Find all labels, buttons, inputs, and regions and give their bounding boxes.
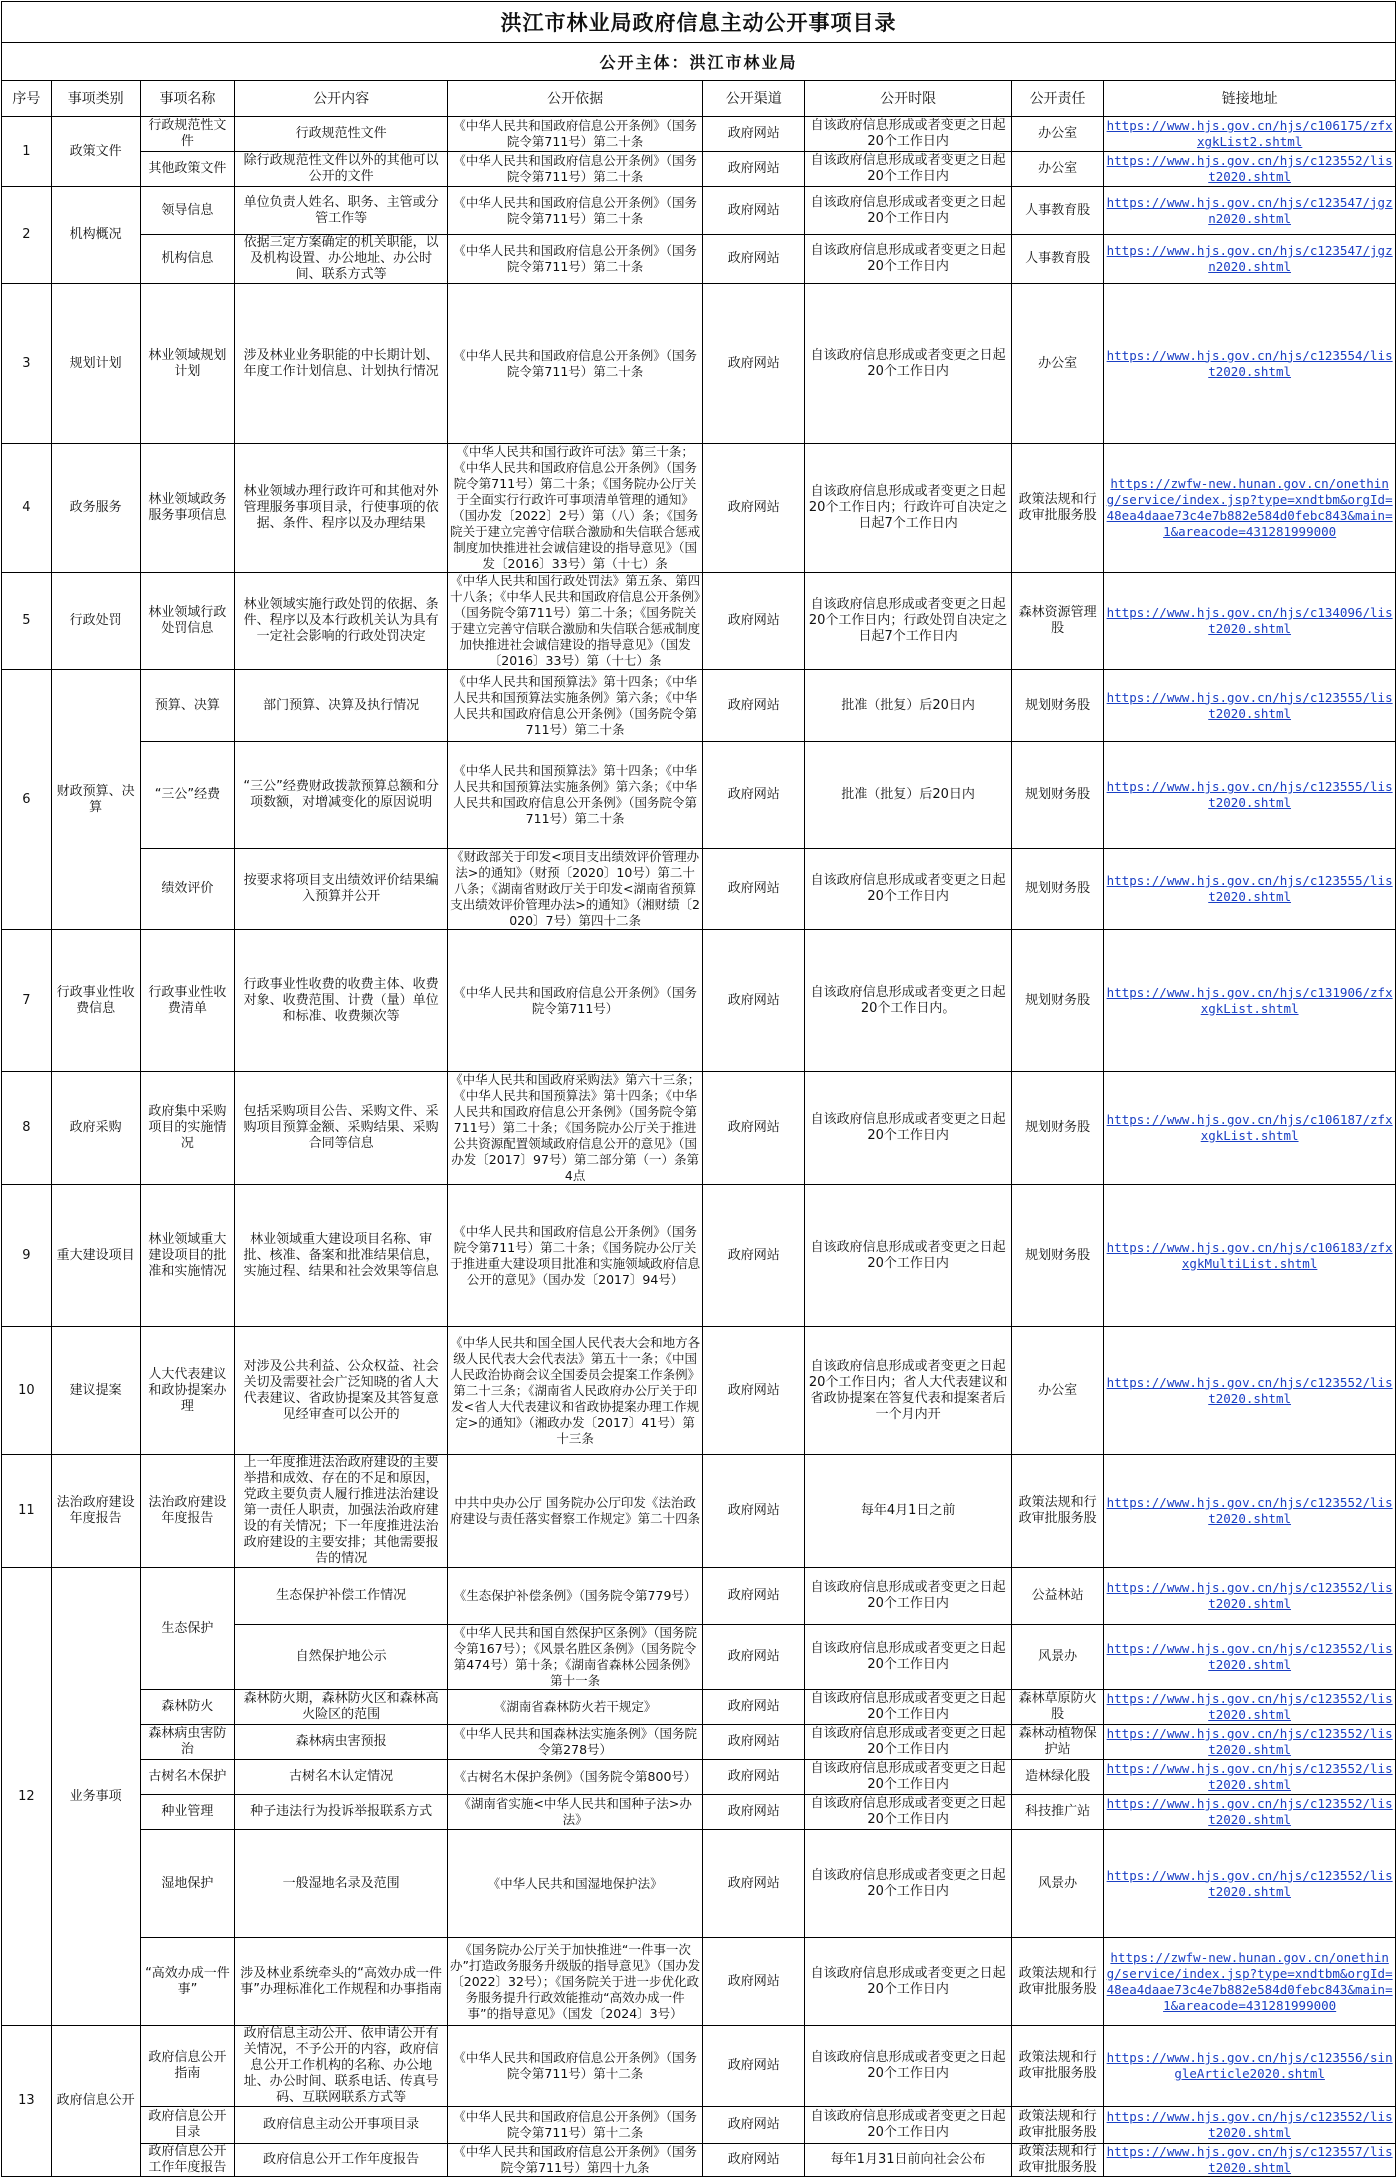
row-number: 5 — [2, 573, 52, 670]
table-body — [2, 117, 1396, 2177]
responsible-unit: 政策法规和行政审批服务股 — [1011, 1938, 1103, 2026]
disclosure-content: 森林病虫害预报 — [235, 1725, 448, 1760]
disclosure-channel: 政府网站 — [703, 2107, 805, 2144]
item-name: 林业领域规划计划 — [140, 284, 235, 444]
row-number: 4 — [2, 444, 52, 573]
item-name: 政府集中采购项目的实施情况 — [140, 1072, 235, 1185]
table-row — [2, 1760, 1396, 1795]
item-category: 政务服务 — [51, 444, 140, 573]
document-title: 洪江市林业局政府信息主动公开事项目录 — [1, 1, 1396, 42]
disclosure-channel: 政府网站 — [703, 1938, 805, 2026]
disclosure-channel: 政府网站 — [703, 152, 805, 187]
disclosure-content: 林业领域实施行政处罚的依据、条件、程序以及本行政机关认为具有一定社会影响的行政处罚决定 — [235, 573, 448, 670]
row-number: 2 — [2, 187, 52, 284]
disclosure-content: 部门预算、决算及执行情况 — [235, 670, 448, 742]
table-row — [2, 930, 1396, 1072]
responsible-unit: 人事教育股 — [1011, 187, 1103, 235]
table-row — [2, 670, 1396, 742]
item-name: 领导信息 — [140, 187, 235, 235]
column-header: 事项类别 — [51, 81, 140, 117]
disclosure-channel: 政府网站 — [703, 1795, 805, 1830]
disclosure-basis: 《国务院办公厅关于加快推进“一件事一次办”打造政务服务升级版的指导意见》（国办发〔2022〕32号）；《国务院关于进一步优化政务服务提升行政效能推动“高效办成一件事”的指导意见》（国发〔2024〕3号） — [448, 1938, 703, 2026]
disclosure-channel: 政府网站 — [703, 1072, 805, 1185]
table-row — [2, 1568, 1396, 1625]
column-header: 公开内容 — [235, 81, 448, 117]
disclosure-basis: 《中华人民共和国行政许可法》第三十条；《中华人民共和国政府信息公开条例》（国务院令第711号）第二十条；《国务院办公厅关于全面实行行政许可事项清单管理的通知》（国办发〔2022〕2号）第（八）条；《国务院关于建立完善守信联合激励和失信联合惩戒制度加快推进社会诚信建设的指导意见》（国发〔2016〕33号）第（十七）条 — [448, 444, 703, 573]
disclosure-basis: 《财政部关于印发<项目支出绩效评价管理办法>的通知》（财预〔2020〕10号）第二十八条；《湖南省财政厅关于印发<湖南省预算支出绩效评价管理办法>的通知》（湘财绩〔2020〕7号）第四十二条 — [448, 849, 703, 930]
item-name: 行政事业性收费清单 — [140, 930, 235, 1072]
table-header-row — [2, 81, 1396, 117]
disclosure-content: 一般湿地名录及范围 — [235, 1830, 448, 1938]
item-name: 种业管理 — [140, 1795, 235, 1830]
disclosure-content: 生态保护补偿工作情况 — [235, 1568, 448, 1625]
disclosure-channel: 政府网站 — [703, 1327, 805, 1455]
disclosure-time-limit: 自该政府信息形成或者变更之日起20个工作日内 — [805, 1795, 1012, 1830]
disclosure-channel: 政府网站 — [703, 187, 805, 235]
item-name: 森林防火 — [140, 1690, 235, 1725]
disclosure-time-limit: 批准（批复）后20日内 — [805, 670, 1012, 742]
responsible-unit: 规划财务股 — [1011, 742, 1103, 849]
disclosure-channel: 政府网站 — [703, 1185, 805, 1327]
column-header: 公开渠道 — [703, 81, 805, 117]
item-name: 政府信息公开指南 — [140, 2026, 235, 2107]
disclosure-channel: 政府网站 — [703, 2144, 805, 2177]
table-row — [2, 444, 1396, 573]
item-category: 行政处罚 — [51, 573, 140, 670]
disclosure-time-limit: 自该政府信息形成或者变更之日起20个工作日内；行政许可自决定之日起7个工作日内 — [805, 444, 1012, 573]
disclosure-channel: 政府网站 — [703, 1830, 805, 1938]
item-name: 政府信息公开目录 — [140, 2107, 235, 2144]
item-name: 政府信息公开工作年度报告 — [140, 2144, 235, 2177]
disclosure-time-limit: 自该政府信息形成或者变更之日起20个工作日内 — [805, 1568, 1012, 1625]
link-address[interactable]: https://zwfw-new.hunan.gov.cn/onething/service/index.jsp?type=xndtbm&orgId=48ea4daae73c4e7b882e584d0febc843&main=1&areacode=431281999000 — [1104, 1938, 1396, 2026]
item-name: 绩效评价 — [140, 849, 235, 930]
link-address[interactable]: https://www.hjs.gov.cn/hjs/c106175/zfxxgkList2.shtml — [1104, 117, 1396, 152]
disclosure-time-limit: 自该政府信息形成或者变更之日起20个工作日内 — [805, 235, 1012, 284]
disclosure-time-limit: 自该政府信息形成或者变更之日起20个工作日内 — [805, 1938, 1012, 2026]
disclosure-content: 除行政规范性文件以外的其他可以公开的文件 — [235, 152, 448, 187]
table-row — [2, 1690, 1396, 1725]
item-name: 人大代表建议和政协提案办理 — [140, 1327, 235, 1455]
disclosure-basis: 《中华人民共和国政府采购法》第六十三条；《中华人民共和国预算法》第十四条；《中华人民共和国政府信息公开条例》（国务院令第711号）第二十条；《国务院办公厅关于推进公共资源配置领域政府信息公开的意见》（国办发〔2017〕97号）第二部分第（一）条第4点 — [448, 1072, 703, 1185]
disclosure-basis: 《湖南省实施<中华人民共和国种子法>办法》 — [448, 1795, 703, 1830]
disclosure-channel: 政府网站 — [703, 1455, 805, 1568]
disclosure-content: 依据三定方案确定的机关职能，以及机构设置、办公地址、办公时间、联系方式等 — [235, 235, 448, 284]
table-row — [2, 1185, 1396, 1327]
disclosure-content: 古树名木认定情况 — [235, 1760, 448, 1795]
disclosure-channel: 政府网站 — [703, 1760, 805, 1795]
disclosure-time-limit: 自该政府信息形成或者变更之日起20个工作日内 — [805, 117, 1012, 152]
disclosure-content: 单位负责人姓名、职务、主管或分管工作等 — [235, 187, 448, 235]
row-number: 10 — [2, 1327, 52, 1455]
link-address[interactable]: https://www.hjs.gov.cn/hjs/c123554/list2020.shtml — [1104, 284, 1396, 444]
row-number: 3 — [2, 284, 52, 444]
disclosure-basis: 《中华人民共和国政府信息公开条例》（国务院令第711号）第二十条 — [448, 117, 703, 152]
disclosure-time-limit: 自该政府信息形成或者变更之日起20个工作日内 — [805, 1185, 1012, 1327]
table-row — [2, 187, 1396, 235]
disclosure-content: 包括采购项目公告、采购文件、采购项目预算金额、采购结果、采购合同等信息 — [235, 1072, 448, 1185]
disclosure-content: 上一年度推进法治政府建设的主要举措和成效、存在的不足和原因，党政主要负责人履行推进法治建设第一责任人职责，加强法治政府建设的有关情况；下一年度推进法治政府建设的主要安排；其他需要报告的情况 — [235, 1455, 448, 1568]
responsible-unit: 规划财务股 — [1011, 1072, 1103, 1185]
table-row — [2, 284, 1396, 444]
disclosure-basis: 《中华人民共和国政府信息公开条例》（国务院令第711号）第十二条 — [448, 2107, 703, 2144]
disclosure-time-limit: 自该政府信息形成或者变更之日起20个工作日内 — [805, 849, 1012, 930]
link-address[interactable]: https://www.hjs.gov.cn/hjs/c123552/list2020.shtml — [1104, 1830, 1396, 1938]
table-row — [2, 235, 1396, 284]
link-address[interactable]: https://www.hjs.gov.cn/hjs/c123552/list2020.shtml — [1104, 1455, 1396, 1568]
item-category: 财政预算、决算 — [51, 670, 140, 930]
link-address[interactable]: https://www.hjs.gov.cn/hjs/c123552/list2020.shtml — [1104, 152, 1396, 187]
disclosure-content: 森林防火期，森林防火区和森林高火险区的范围 — [235, 1690, 448, 1725]
disclosure-channel: 政府网站 — [703, 235, 805, 284]
disclosure-time-limit: 自该政府信息形成或者变更之日起20个工作日内 — [805, 2107, 1012, 2144]
disclosure-channel: 政府网站 — [703, 849, 805, 930]
item-category: 政府采购 — [51, 1072, 140, 1185]
item-name: 林业领域政务服务事项信息 — [140, 444, 235, 573]
disclosure-content: 政府信息主动公开事项目录 — [235, 2107, 448, 2144]
table-row — [2, 1725, 1396, 1760]
link-address[interactable]: https://www.hjs.gov.cn/hjs/c123552/list2020.shtml — [1104, 1795, 1396, 1830]
disclosure-content: 行政规范性文件 — [235, 117, 448, 152]
link-address[interactable]: https://www.hjs.gov.cn/hjs/c123557/list2020.shtml — [1104, 2144, 1396, 2177]
disclosure-content: 林业领域重大建设项目名称、审批、核准、备案和批准结果信息，实施过程、结果和社会效果等信息 — [235, 1185, 448, 1327]
disclosure-basis: 《生态保护补偿条例》（国务院令第779号） — [448, 1568, 703, 1625]
responsible-unit: 政策法规和行政审批服务股 — [1011, 2107, 1103, 2144]
disclosure-channel: 政府网站 — [703, 930, 805, 1072]
disclosure-basis: 《中华人民共和国政府信息公开条例》（国务院令第711号）第二十条 — [448, 152, 703, 187]
responsible-unit: 办公室 — [1011, 152, 1103, 187]
link-address[interactable]: https://www.hjs.gov.cn/hjs/c106183/zfxxgkMultiList.shtml — [1104, 1185, 1396, 1327]
table-row — [2, 2026, 1396, 2107]
disclosure-channel: 政府网站 — [703, 1690, 805, 1725]
disclosure-time-limit: 自该政府信息形成或者变更之日起20个工作日内 — [805, 2026, 1012, 2107]
table-row — [2, 1830, 1396, 1938]
disclosure-time-limit: 自该政府信息形成或者变更之日起20个工作日内 — [805, 1725, 1012, 1760]
disclosure-channel: 政府网站 — [703, 444, 805, 573]
item-category: 机构概况 — [51, 187, 140, 284]
item-category: 业务事项 — [51, 1568, 140, 2026]
responsible-unit: 规划财务股 — [1011, 930, 1103, 1072]
column-header: 公开责任 — [1011, 81, 1103, 117]
link-address[interactable]: https://www.hjs.gov.cn/hjs/c123552/list2020.shtml — [1104, 1625, 1396, 1690]
table-row — [2, 742, 1396, 849]
disclosure-basis: 《中华人民共和国政府信息公开条例》（国务院令第711号）第二十条 — [448, 235, 703, 284]
link-address[interactable]: https://www.hjs.gov.cn/hjs/c123547/jgzn2020.shtml — [1104, 187, 1396, 235]
disclosure-basis: 《中华人民共和国政府信息公开条例》（国务院令第711号）第四十九条 — [448, 2144, 703, 2177]
disclosure-basis: 《中华人民共和国政府信息公开条例》（国务院令第711号）第二十条；《国务院办公厅关于推进重大建设项目批准和实施领域政府信息公开的意见》（国办发〔2017〕94号） — [448, 1185, 703, 1327]
disclosure-channel: 政府网站 — [703, 284, 805, 444]
responsible-unit: 公益林站 — [1011, 1568, 1103, 1625]
disclosure-basis: 《湖南省森林防火若干规定》 — [448, 1690, 703, 1725]
responsible-unit: 风景办 — [1011, 1830, 1103, 1938]
column-header: 链接地址 — [1104, 81, 1396, 117]
disclosure-time-limit: 每年4月1日之前 — [805, 1455, 1012, 1568]
link-address[interactable]: https://www.hjs.gov.cn/hjs/c123552/list2020.shtml — [1104, 1725, 1396, 1760]
disclosure-content: 涉及林业系统牵头的“高效办成一件事”办理标准化工作规程和办事指南 — [235, 1938, 448, 2026]
disclosure-time-limit: 自该政府信息形成或者变更之日起20个工作日内；省人大代表建议和省政协提案在答复代表和提案者后一个月内开 — [805, 1327, 1012, 1455]
link-address[interactable]: https://www.hjs.gov.cn/hjs/c123552/list2020.shtml — [1104, 1690, 1396, 1725]
responsible-unit: 办公室 — [1011, 117, 1103, 152]
column-header: 序号 — [2, 81, 52, 117]
row-number: 12 — [2, 1568, 52, 2026]
item-name: 古树名木保护 — [140, 1760, 235, 1795]
item-name: 机构信息 — [140, 235, 235, 284]
disclosure-content: 行政事业性收费的收费主体、收费对象、收费范围、计费（量）单位和标准、收费频次等 — [235, 930, 448, 1072]
table-row — [2, 1072, 1396, 1185]
responsible-unit: 政策法规和行政审批服务股 — [1011, 444, 1103, 573]
item-name: 行政规范性文件 — [140, 117, 235, 152]
disclosure-time-limit: 自该政府信息形成或者变更之日起20个工作日内 — [805, 1625, 1012, 1690]
column-header: 事项名称 — [140, 81, 235, 117]
disclosure-time-limit: 每年1月31日前向社会公布 — [805, 2144, 1012, 2177]
disclosure-channel: 政府网站 — [703, 573, 805, 670]
disclosure-time-limit: 自该政府信息形成或者变更之日起20个工作日内 — [805, 1690, 1012, 1725]
responsible-unit: 规划财务股 — [1011, 849, 1103, 930]
responsible-unit: 风景办 — [1011, 1625, 1103, 1690]
disclosure-basis: 《中华人民共和国森林法实施条例》（国务院令第278号） — [448, 1725, 703, 1760]
table-row — [2, 2144, 1396, 2177]
disclosure-channel: 政府网站 — [703, 670, 805, 742]
item-name: 森林病虫害防治 — [140, 1725, 235, 1760]
item-name: 林业领域行政处罚信息 — [140, 573, 235, 670]
item-category: 政策文件 — [51, 117, 140, 187]
disclosure-time-limit: 自该政府信息形成或者变更之日起20个工作日内 — [805, 187, 1012, 235]
item-name: 法治政府建设年度报告 — [140, 1455, 235, 1568]
disclosure-content: 政府信息公开工作年度报告 — [235, 2144, 448, 2177]
disclosure-channel: 政府网站 — [703, 742, 805, 849]
disclosure-time-limit: 自该政府信息形成或者变更之日起20个工作日内 — [805, 1830, 1012, 1938]
directory-sheet — [1, 1, 1396, 2177]
item-category: 行政事业性收费信息 — [51, 930, 140, 1072]
disclosure-time-limit: 自该政府信息形成或者变更之日起20个工作日内；行政处罚自决定之日起7个工作日内 — [805, 573, 1012, 670]
disclosure-content: 涉及林业业务职能的中长期计划、年度工作计划信息、计划执行情况 — [235, 284, 448, 444]
responsible-unit: 政策法规和行政审批服务股 — [1011, 1455, 1103, 1568]
link-address[interactable]: https://www.hjs.gov.cn/hjs/c123552/list2020.shtml — [1104, 1568, 1396, 1625]
responsible-unit: 办公室 — [1011, 1327, 1103, 1455]
responsible-unit: 政策法规和行政审批服务股 — [1011, 2026, 1103, 2107]
link-address[interactable]: https://www.hjs.gov.cn/hjs/c123552/list2020.shtml — [1104, 1760, 1396, 1795]
link-address[interactable]: https://www.hjs.gov.cn/hjs/c123555/list2020.shtml — [1104, 742, 1396, 849]
disclosure-content: 林业领域办理行政许可和其他对外管理服务事项目录，行使事项的依据、条件、程序以及办理结果 — [235, 444, 448, 573]
link-address[interactable]: https://zwfw-new.hunan.gov.cn/onething/service/index.jsp?type=xndtbm&orgId=48ea4daae73c4e7b882e584d0febc843&main=1&areacode=431281999000 — [1104, 444, 1396, 573]
item-category: 政府信息公开 — [51, 2026, 140, 2177]
table-row — [2, 573, 1396, 670]
disclosure-time-limit: 自该政府信息形成或者变更之日起20个工作日内 — [805, 1072, 1012, 1185]
disclosure-content: 政府信息主动公开、依申请公开有关情况，不予公开的内容，政府信息公开工作机构的名称、办公地址、办公时间、联系电话、传真号码、互联网联系方式等 — [235, 2026, 448, 2107]
disclosure-basis: 《中华人民共和国预算法》第十四条；《中华人民共和国预算法实施条例》第六条；《中华人民共和国政府信息公开条例》（国务院令第711号）第二十条 — [448, 742, 703, 849]
column-header: 公开时限 — [805, 81, 1012, 117]
responsible-unit: 人事教育股 — [1011, 235, 1103, 284]
publishing-subject: 公开主体：洪江市林业局 — [1, 42, 1396, 81]
disclosure-time-limit: 自该政府信息形成或者变更之日起20个工作日内 — [805, 152, 1012, 187]
disclosure-channel: 政府网站 — [703, 117, 805, 152]
table-row — [2, 117, 1396, 152]
row-number: 13 — [2, 2026, 52, 2177]
table-row — [2, 849, 1396, 930]
table-row — [2, 1455, 1396, 1568]
disclosure-channel: 政府网站 — [703, 1568, 805, 1625]
responsible-unit: 森林动植物保护站 — [1011, 1725, 1103, 1760]
link-address[interactable]: https://www.hjs.gov.cn/hjs/c123555/list2020.shtml — [1104, 849, 1396, 930]
disclosure-content: 种子违法行为投诉举报联系方式 — [235, 1795, 448, 1830]
disclosure-basis: 《中华人民共和国行政处罚法》第五条、第四十八条；《中华人民共和国政府信息公开条例》（国务院令第711号）第二十条；《国务院关于建立完善守信联合激励和失信联合惩戒制度加快推进社会诚信建设的指导意见》（国发〔2016〕33号）第（十七）条 — [448, 573, 703, 670]
disclosure-content: 对涉及公共利益、公众权益、社会关切及需要社会广泛知晓的省人大代表建议、省政协提案及其答复意见经审查可以公开的 — [235, 1327, 448, 1455]
row-number: 11 — [2, 1455, 52, 1568]
column-header: 公开依据 — [448, 81, 703, 117]
disclosure-time-limit: 批准（批复）后20日内 — [805, 742, 1012, 849]
row-number: 7 — [2, 930, 52, 1072]
disclosure-basis: 《中华人民共和国政府信息公开条例》（国务院令第711号）第二十条 — [448, 187, 703, 235]
table-row — [2, 1795, 1396, 1830]
disclosure-time-limit: 自该政府信息形成或者变更之日起20个工作日内 — [805, 284, 1012, 444]
responsible-unit: 政策法规和行政审批服务股 — [1011, 2144, 1103, 2177]
disclosure-basis: 《中华人民共和国政府信息公开条例》（国务院令第711号） — [448, 930, 703, 1072]
disclosure-channel: 政府网站 — [703, 2026, 805, 2107]
disclosure-time-limit: 自该政府信息形成或者变更之日起20个工作日内。 — [805, 930, 1012, 1072]
link-address[interactable]: https://www.hjs.gov.cn/hjs/c131906/zfxxgkList.shtml — [1104, 930, 1396, 1072]
item-name: 林业领域重大建设项目的批准和实施情况 — [140, 1185, 235, 1327]
link-address[interactable]: https://www.hjs.gov.cn/hjs/c106187/zfxxgkList.shtml — [1104, 1072, 1396, 1185]
disclosure-basis: 《古树名木保护条例》（国务院令第800号） — [448, 1760, 703, 1795]
item-name: 湿地保护 — [140, 1830, 235, 1938]
table-row — [2, 1327, 1396, 1455]
disclosure-content: 自然保护地公示 — [235, 1625, 448, 1690]
disclosure-content: “三公”经费财政拨款预算总额和分项数额，对增减变化的原因说明 — [235, 742, 448, 849]
responsible-unit: 森林资源管理股 — [1011, 573, 1103, 670]
item-category: 建议提案 — [51, 1327, 140, 1455]
disclosure-content: 按要求将项目支出绩效评价结果编入预算并公开 — [235, 849, 448, 930]
item-name: 预算、决算 — [140, 670, 235, 742]
directory-table — [1, 80, 1396, 2177]
link-address[interactable]: https://www.hjs.gov.cn/hjs/c134096/list2020.shtml — [1104, 573, 1396, 670]
link-address[interactable]: https://www.hjs.gov.cn/hjs/c123556/singleArticle2020.shtml — [1104, 2026, 1396, 2107]
link-address[interactable]: https://www.hjs.gov.cn/hjs/c123547/jgzn2020.shtml — [1104, 235, 1396, 284]
responsible-unit: 办公室 — [1011, 284, 1103, 444]
table-row — [2, 152, 1396, 187]
item-name: 其他政策文件 — [140, 152, 235, 187]
disclosure-basis: 《中华人民共和国预算法》第十四条；《中华人民共和国预算法实施条例》第六条；《中华人民共和国政府信息公开条例》（国务院令第711号）第二十条 — [448, 670, 703, 742]
responsible-unit: 科技推广站 — [1011, 1795, 1103, 1830]
responsible-unit: 造林绿化股 — [1011, 1760, 1103, 1795]
item-category: 重大建设项目 — [51, 1185, 140, 1327]
item-name: “高效办成一件事” — [140, 1938, 235, 2026]
disclosure-basis: 《中华人民共和国政府信息公开条例》（国务院令第711号）第十二条 — [448, 2026, 703, 2107]
disclosure-basis: 《中华人民共和国湿地保护法》 — [448, 1830, 703, 1938]
row-number: 1 — [2, 117, 52, 187]
disclosure-basis: 《中华人民共和国全国人民代表大会和地方各级人民代表大会代表法》第五十一条；《中国人民政治协商会议全国委员会提案工作条例》第二十三条；《湖南省人民政府办公厅关于印发<省人大代表建议和省政协提案办理工作规定>的通知》（湘政办发〔2017〕41号）第十三条 — [448, 1327, 703, 1455]
link-address[interactable]: https://www.hjs.gov.cn/hjs/c123555/list2020.shtml — [1104, 670, 1396, 742]
disclosure-time-limit: 自该政府信息形成或者变更之日起20个工作日内 — [805, 1760, 1012, 1795]
disclosure-basis: 《中华人民共和国政府信息公开条例》（国务院令第711号）第二十条 — [448, 284, 703, 444]
table-row — [2, 1938, 1396, 2026]
table-row — [2, 2107, 1396, 2144]
responsible-unit: 森林草原防火股 — [1011, 1690, 1103, 1725]
item-category: 规划计划 — [51, 284, 140, 444]
item-category: 法治政府建设年度报告 — [51, 1455, 140, 1568]
row-number: 6 — [2, 670, 52, 930]
link-address[interactable]: https://www.hjs.gov.cn/hjs/c123552/list2020.shtml — [1104, 2107, 1396, 2144]
link-address[interactable]: https://www.hjs.gov.cn/hjs/c123552/list2020.shtml — [1104, 1327, 1396, 1455]
item-name: 生态保护 — [140, 1568, 235, 1690]
disclosure-basis: 《中华人民共和国自然保护区条例》（国务院令第167号）；《风景名胜区条例》（国务院令第474号）第十条；《湖南省森林公园条例》第十一条 — [448, 1625, 703, 1690]
item-name: “三公”经费 — [140, 742, 235, 849]
disclosure-channel: 政府网站 — [703, 1725, 805, 1760]
row-number: 8 — [2, 1072, 52, 1185]
disclosure-channel: 政府网站 — [703, 1625, 805, 1690]
responsible-unit: 规划财务股 — [1011, 670, 1103, 742]
responsible-unit: 规划财务股 — [1011, 1185, 1103, 1327]
disclosure-basis: 中共中央办公厅 国务院办公厅印发《法治政府建设与责任落实督察工作规定》第二十四条 — [448, 1455, 703, 1568]
row-number: 9 — [2, 1185, 52, 1327]
